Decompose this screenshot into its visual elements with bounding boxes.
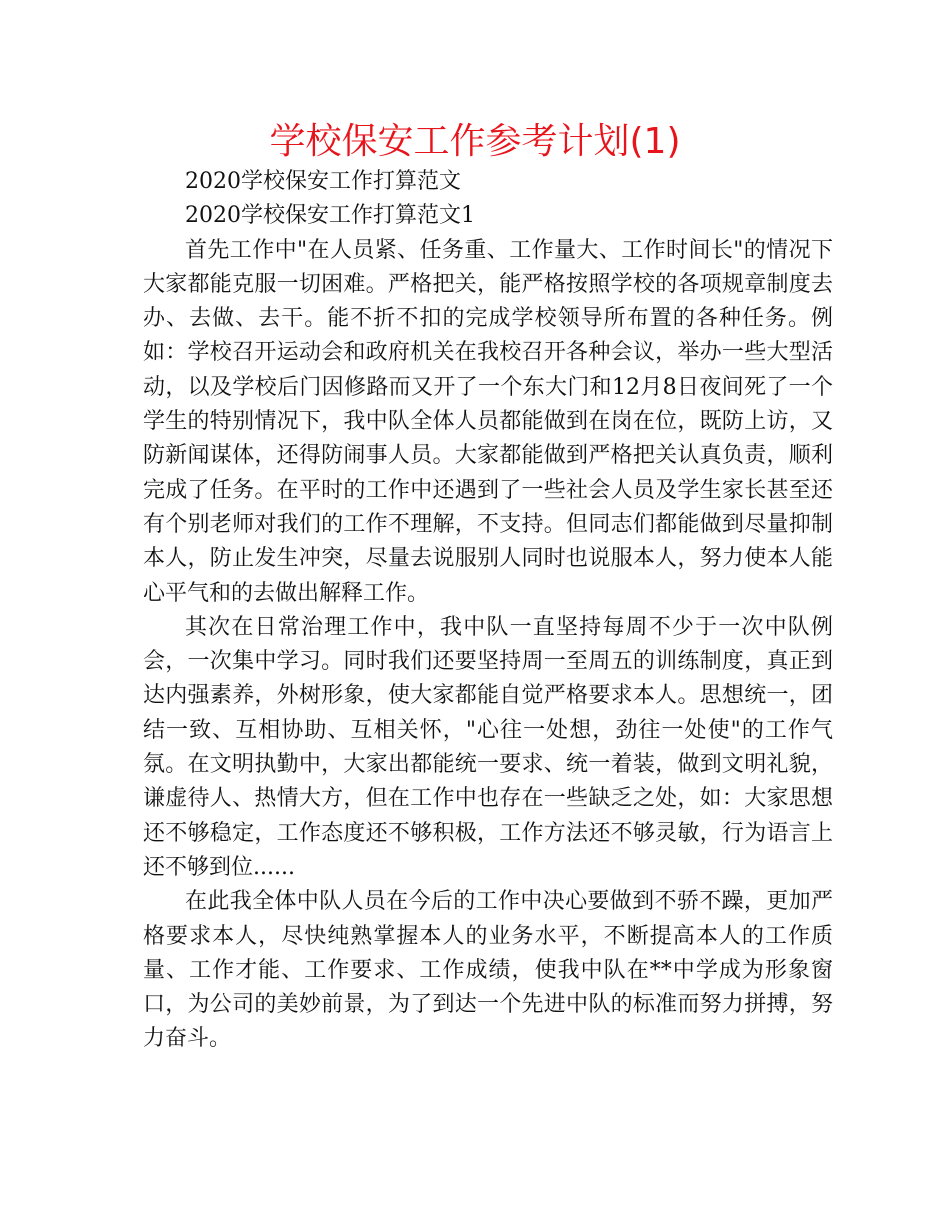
body-paragraph: 首先工作中"在人员紧、任务重、工作量大、工作时间长"的情况下大家都能克服一切困难。严格把关，能严格按照学校的各项规章制度去办、去做、去干。能不折不扣的完成学校领导所布置的各种任务。例如：学校召开运动会和政府机关在我校召开各种会议，举办一些大型活动，以及学校后门因修路而又开了一个东大门和12月8日夜间死了一个学生的特别情况下，我中队全体人员都能做到在岗在位，既防上访，又防新闻谋体，还得防闹事人员。大家都能做到严格把关认真负责，顺利完成了任务。在平时的工作中还遇到了一些社会人员及学生家长甚至还有个别老师对我们的工作不理解，不支持。但同志们都能做到尽量抑制本人，防止发生冲突，尽量去说服别人同时也说服本人，努力使本人能心平气和的去做出解释工作。 xyxy=(143,237,833,606)
body-paragraph: 其次在日常治理工作中，我中队一直坚持每周不少于一次中队例会，一次集中学习。同时我们还要坚持周一至周五的训练制度，真正到达内强素养，外树形象，使大家都能自觉严格要求本人。思想统一，团结一致、互相协助、互相关怀，"心往一处想，劲往一处使"的工作气氛。在文明执勤中，大家出都能统一要求、统一着装，做到文明礼貌，谦虚待人、热情大方，但在工作中也存在一些缺乏之处，如：大家思想还不够稳定，工作态度还不够积极，工作方法还不够灵敏，行为语言上还不够到位...... xyxy=(143,614,833,880)
document-body xyxy=(143,165,833,1057)
body-paragraph: 在此我全体中队人员在今后的工作中决心要做到不骄不躁，更加严格要求本人，尽快纯熟掌握本人的业务水平，不断提高本人的工作质量、工作才能、工作要求、工作成绩，使我中队在**中学成为形象窗口，为公司的美妙前景，为了到达一个先进中队的标准而努力拼搏，努力奋斗。 xyxy=(143,889,833,1052)
document-title: 学校保安工作参考计划(1) xyxy=(269,121,681,162)
subtitle-line: 2020学校保安工作打算范文 xyxy=(185,169,461,194)
subtitle-line: 2020学校保安工作打算范文1 xyxy=(185,203,475,229)
